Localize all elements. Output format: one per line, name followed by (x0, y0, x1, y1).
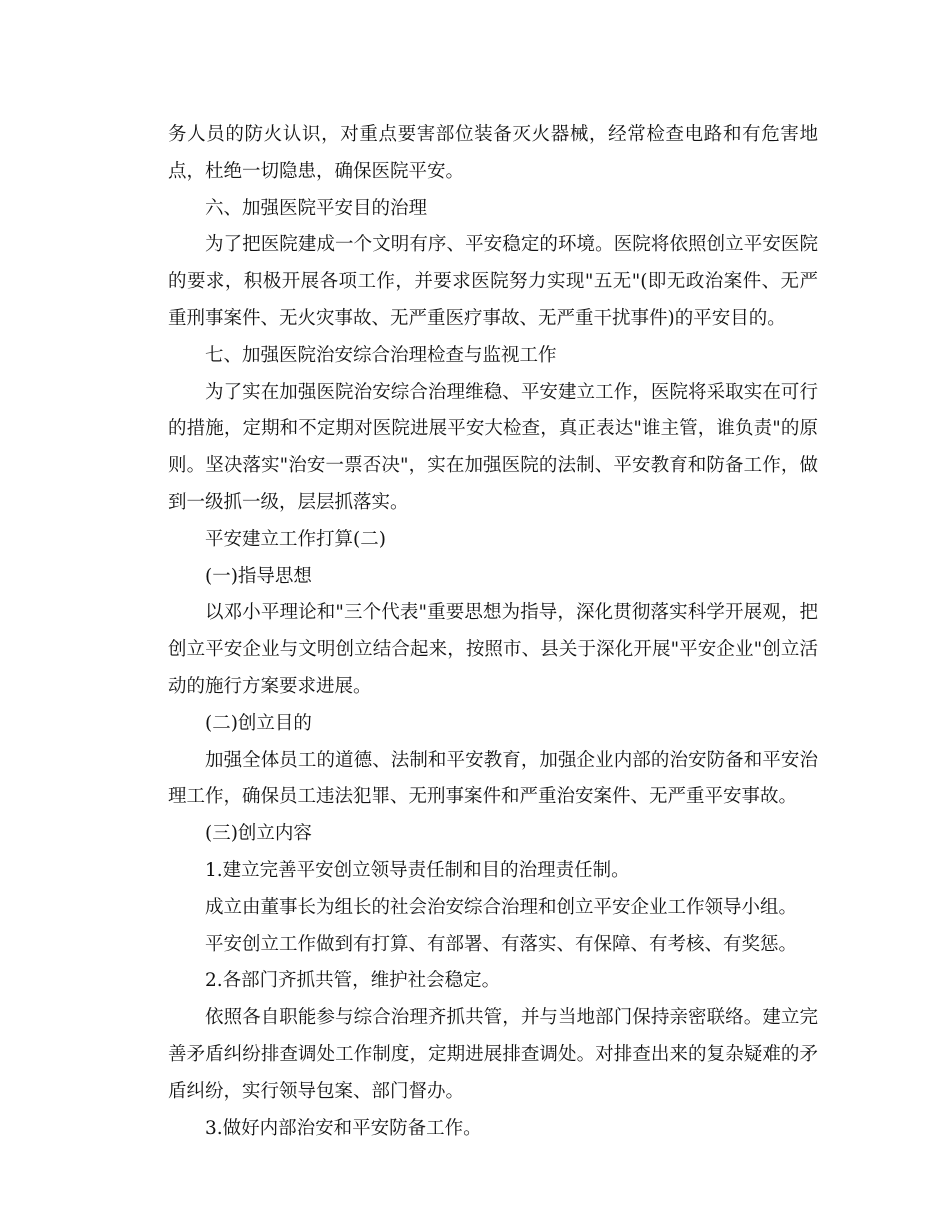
paragraph-item-three: 3.做好内部治安和平安防备工作。 (205, 1117, 482, 1139)
paragraph-item-one: 1.建立完善平安创立领导责任制和目的治理责任制。 (205, 859, 630, 881)
paragraph-fire-safety-continuation: 务人员的防火认识，对重点要害部位装备灭火器械，经常检查电路和有危害地点，杜绝一切隐患，确保医院平安。 (168, 124, 818, 182)
heading-creation-goal: (二)创立目的 (205, 712, 312, 734)
heading-creation-content: (三)创立内容 (205, 823, 312, 845)
paragraph-inspection-supervision: 为了实在加强医院治安综合治理维稳、平安建立工作，医院将采取实在可行的措施，定期和不定期对医院进展平安大检查，真正表达"谁主管，谁负责"的原则。坚决落实"治安一票否决"，实在加强医院的法制、平安教育和防备工作，做到一级抓一级，层层抓落实。 (168, 381, 818, 513)
paragraph-creation-goal: 加强全体员工的道德、法制和平安教育，加强企业内部的治安防备和平安治理工作，确保员工违法犯罪、无刑事案件和严重治安案件、无严重平安事故。 (168, 749, 818, 808)
paragraph-guiding-thought: 以邓小平理论和"三个代表"重要思想为指导，深化贯彻落实科学开展观，把创立平安企业与文明创立结合起来，按照市、县关于深化开展"平安企业"创立活动的施行方案要求进展。 (168, 602, 818, 697)
paragraph-five-nos-goal: 为了把医院建成一个文明有序、平安稳定的环境。医院将依照创立平安医院的要求，积极开展各项工作，并要求医院努力实现"五无"(即无政治案件、无严重刑事案件、无火灾事故、无严重医疗事故、无严重干扰事件)的平安目的。 (168, 234, 818, 329)
heading-section-six: 六、加强医院平安目的治理 (205, 197, 428, 219)
paragraph-work-requirements: 平安创立工作做到有打算、有部署、有落实、有保障、有考核、有奖惩。 (205, 933, 798, 955)
heading-plan-two: 平安建立工作打算(二) (205, 528, 386, 550)
paragraph-leadership-group: 成立由董事长为组长的社会治安综合治理和创立平安企业工作领导小组。 (205, 896, 798, 918)
paragraph-item-two: 2.各部门齐抓共管，维护社会稳定。 (205, 970, 501, 992)
heading-guiding-thought: (一)指导思想 (205, 565, 312, 587)
paragraph-dispute-resolution: 依照各自职能参与综合治理齐抓共管，并与当地部门保持亲密联络。建立完善矛盾纠纷排查调处工作制度，定期进展排查调处。对排查出来的复杂疑难的矛盾纠纷，实行领导包案、部门督办。 (168, 1007, 818, 1102)
document-body (168, 117, 818, 1147)
heading-section-seven: 七、加强医院治安综合治理检查与监视工作 (205, 344, 557, 366)
